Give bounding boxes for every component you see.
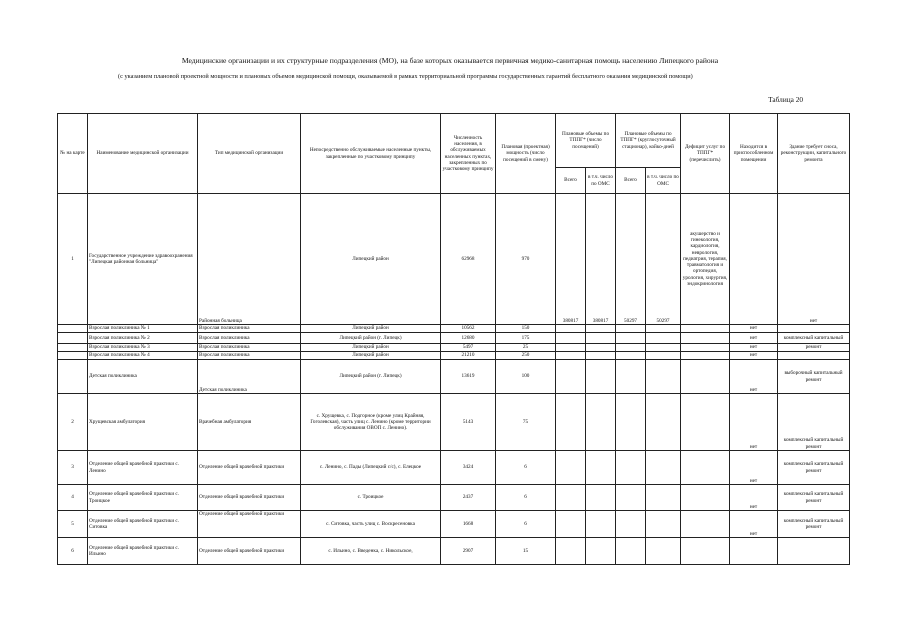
cell-ppg-oms: [586, 394, 616, 451]
cell-points: Липецкий район (г. Липецк): [301, 333, 441, 344]
cell-hosp-total: [616, 511, 646, 538]
cell-ppg-total: [556, 394, 586, 451]
cell-num: [58, 344, 88, 352]
cell-ppg-total: [556, 538, 586, 565]
cell-type: Взрослая поликлиника: [198, 325, 301, 333]
cell-inadequate: нет: [730, 511, 778, 538]
cell-hosp-total: [616, 344, 646, 352]
cell-num: 6: [58, 538, 88, 565]
cell-ppg-total: 380817: [556, 194, 586, 325]
cell-inadequate: [730, 194, 778, 325]
table-row: [58, 194, 850, 325]
cell-inadequate: нет: [730, 394, 778, 451]
cell-capacity: 100: [496, 360, 556, 394]
table-row: [58, 451, 850, 485]
table-row: [58, 325, 850, 333]
cell-ppg-total: [556, 352, 586, 360]
cell-points: с. Ленино, с. Пады (Липецкий с/с), с. Елецкое: [301, 451, 441, 485]
cell-deficit: [681, 451, 730, 485]
cell-ppg-oms: [586, 344, 616, 352]
cell-num: [58, 325, 88, 333]
header-ppg-hospital: Плановые объемы по ТППГ* (круглосуточный стационар), койко-дней: [616, 114, 681, 168]
cell-ppg-oms: [586, 352, 616, 360]
cell-points: с. Ильино, с. Введенка, с. Никольское,: [301, 538, 441, 565]
cell-ppg-total: [556, 485, 586, 511]
table-number: Таблица 20: [768, 95, 803, 104]
cell-ppg-oms: [586, 325, 616, 333]
header-ppg-visits: Плановые объемы по ТППГ* (число посещений): [556, 114, 616, 168]
cell-population: 2437: [441, 485, 496, 511]
cell-hosp-oms: [646, 325, 681, 333]
cell-capacity: 6: [496, 451, 556, 485]
cell-points: Липецкий район: [301, 325, 441, 333]
header-hosp-oms: в т.ч. число по ОМС: [646, 168, 681, 194]
cell-hosp-total: [616, 325, 646, 333]
cell-hosp-oms: [646, 360, 681, 394]
cell-ppg-total: [556, 511, 586, 538]
cell-hosp-oms: [646, 511, 681, 538]
cell-inadequate: нет: [730, 360, 778, 394]
table-row: [58, 485, 850, 511]
cell-capacity: 150: [496, 325, 556, 333]
header-deficit: Дефицит услуг по ТППГ* (перечислить): [681, 114, 730, 194]
cell-hosp-oms: [646, 538, 681, 565]
header-hosp-total: Всего: [616, 168, 646, 194]
cell-hosp-oms: [646, 352, 681, 360]
cell-population: 1668: [441, 511, 496, 538]
header-num: № на карте: [58, 114, 88, 194]
cell-repair: комплексный капитальный ремонт: [778, 485, 850, 511]
cell-hosp-oms: [646, 333, 681, 344]
cell-hosp-total: [616, 352, 646, 360]
cell-inadequate: нет: [730, 333, 778, 344]
cell-type: Взрослая поликлиника: [198, 352, 301, 360]
cell-repair: [778, 352, 850, 360]
header-ppg-total: Всего: [556, 168, 586, 194]
cell-capacity: 970: [496, 194, 556, 325]
cell-repair: комплексный капитальный ремонт: [778, 451, 850, 485]
cell-deficit: [681, 344, 730, 352]
cell-population: 12680: [441, 333, 496, 344]
cell-name: Отделение общей врачебной практики с. Ильино: [88, 538, 198, 565]
cell-num: [58, 360, 88, 394]
cell-name: Взрослая поликлиника № 4: [88, 352, 198, 360]
cell-ppg-total: [556, 333, 586, 344]
cell-name: Хрущевская амбулатория: [88, 394, 198, 451]
cell-points: с. Хрущевка, с. Подгорное (кроме улиц Крайняя, Гоголевская), часть улиц с. Ленино (кроме территории обслуживания ОВОП с. Ленино).: [301, 394, 441, 451]
header-capacity: Плановая (проектная) мощность (число посещений в смену): [496, 114, 556, 194]
cell-repair: комплексный капитальный: [778, 333, 850, 344]
cell-deficit: [681, 394, 730, 451]
cell-ppg-total: [556, 325, 586, 333]
cell-ppg-oms: [586, 360, 616, 394]
header-type: Тип медицинской организации: [198, 114, 301, 194]
cell-points: Липецкий район (г. Липецк): [301, 360, 441, 394]
cell-hosp-total: [616, 333, 646, 344]
cell-deficit: [681, 538, 730, 565]
cell-hosp-total: 50297: [616, 194, 646, 325]
cell-population: 5497: [441, 344, 496, 352]
cell-ppg-oms: [586, 511, 616, 538]
cell-population: 10562: [441, 325, 496, 333]
cell-deficit: [681, 333, 730, 344]
cell-hosp-total: [616, 485, 646, 511]
cell-hosp-oms: 50297: [646, 194, 681, 325]
cell-inadequate: нет: [730, 352, 778, 360]
cell-num: 1: [58, 194, 88, 325]
cell-num: 5: [58, 511, 88, 538]
cell-capacity: 250: [496, 352, 556, 360]
cell-repair: [778, 325, 850, 333]
cell-hosp-total: [616, 360, 646, 394]
cell-num: 3: [58, 451, 88, 485]
cell-population: 3424: [441, 451, 496, 485]
cell-inadequate: нет: [730, 325, 778, 333]
header-population: Численность населения, в обслуживаемых населенных пунктах, закрепленных по участковому принципу: [441, 114, 496, 194]
cell-type: Отделение общей врачебной практики: [198, 485, 301, 511]
cell-name: Взрослая поликлиника № 2: [88, 333, 198, 344]
cell-type: Взрослая поликлиника: [198, 333, 301, 344]
cell-inadequate: нет: [730, 344, 778, 352]
table-row: [58, 538, 850, 565]
cell-population: 21210: [441, 352, 496, 360]
cell-num: 4: [58, 485, 88, 511]
cell-inadequate: [730, 538, 778, 565]
cell-type: Детская поликлиника: [198, 360, 301, 394]
cell-ppg-total: [556, 360, 586, 394]
cell-num: [58, 352, 88, 360]
cell-population: 5143: [441, 394, 496, 451]
cell-ppg-total: [556, 451, 586, 485]
cell-capacity: 175: [496, 333, 556, 344]
cell-hosp-oms: [646, 394, 681, 451]
cell-capacity: 15: [496, 538, 556, 565]
cell-inadequate: нет: [730, 451, 778, 485]
cell-points: Липецкий район: [301, 352, 441, 360]
cell-name: Отделение общей врачебной практики с. Ленино: [88, 451, 198, 485]
cell-inadequate: нет: [730, 485, 778, 511]
table-row: [58, 333, 850, 344]
cell-deficit: [681, 511, 730, 538]
table-row: [58, 394, 850, 451]
cell-hosp-oms: [646, 485, 681, 511]
cell-deficit: [681, 352, 730, 360]
cell-points: с. Троицкое: [301, 485, 441, 511]
cell-hosp-total: [616, 394, 646, 451]
mo-table: [57, 113, 850, 565]
cell-name: Детская поликлиника: [88, 360, 198, 394]
cell-deficit: [681, 325, 730, 333]
cell-name: Отделение общей врачебной практики с. Троицкое: [88, 485, 198, 511]
cell-num: [58, 333, 88, 344]
cell-deficit: [681, 360, 730, 394]
cell-repair: ремонт: [778, 344, 850, 352]
cell-name: Взрослая поликлиника № 1: [88, 325, 198, 333]
cell-hosp-oms: [646, 344, 681, 352]
cell-capacity: 25: [496, 344, 556, 352]
cell-ppg-oms: [586, 485, 616, 511]
cell-hosp-oms: [646, 451, 681, 485]
cell-deficit: акушерство и гинекология, кардиология, неврология, педиатрия, терапия, травматология и ортопедия, урология, хирургия, эндокринология: [681, 194, 730, 325]
header-inadequate: Находится в приспособленном помещении: [730, 114, 778, 194]
header-name: Наименование медицинской организации: [88, 114, 198, 194]
cell-population: 2907: [441, 538, 496, 565]
document-subtitle: (с указанием плановой проектной мощности и плановых объемов медицинской помощи, оказываемой в рамках территориальной программы государственных гарантий бесплатного оказания медицинской помощи): [118, 73, 693, 80]
table-row: [58, 352, 850, 360]
cell-ppg-oms: 380817: [586, 194, 616, 325]
cell-ppg-oms: [586, 333, 616, 344]
cell-capacity: 6: [496, 485, 556, 511]
cell-ppg-oms: [586, 451, 616, 485]
cell-repair: комплексный капитальный ремонт: [778, 511, 850, 538]
cell-name: Государственное учреждение здравоохранения "Липецкая районная больница": [88, 194, 198, 325]
cell-population: 13619: [441, 360, 496, 394]
cell-population: 62968: [441, 194, 496, 325]
cell-points: Липецкий район: [301, 194, 441, 325]
cell-capacity: 6: [496, 511, 556, 538]
cell-ppg-total: [556, 344, 586, 352]
cell-repair: выборочный капитальный ремонт: [778, 360, 850, 394]
cell-hosp-total: [616, 538, 646, 565]
cell-ppg-oms: [586, 538, 616, 565]
header-points: Непосредственно обслуживаемые населенные пункты, закрепленные по участковому принципу: [301, 114, 441, 194]
cell-capacity: 75: [496, 394, 556, 451]
document-title: Медицинские организации и их структурные подразделения (МО), на базе которых оказывается первичная медико-санитарная помощь населению Липецкого района: [181, 56, 719, 65]
cell-name: Взрослая поликлиника № 3: [88, 344, 198, 352]
cell-deficit: [681, 485, 730, 511]
cell-num: 2: [58, 394, 88, 451]
table-row: [58, 360, 850, 394]
cell-type: Отделение общей врачебной практики: [198, 451, 301, 485]
cell-points: Липецкий район: [301, 344, 441, 352]
cell-points: с. Ситовка, часть улиц с. Воскресеновка: [301, 511, 441, 538]
cell-name: Отделение общей врачебной практики с. Ситовка: [88, 511, 198, 538]
cell-repair: комплексный капитальный ремонт: [778, 394, 850, 451]
table-row: [58, 511, 850, 538]
table-row: [58, 344, 850, 352]
cell-type: Взрослая поликлиника: [198, 344, 301, 352]
cell-hosp-total: [616, 451, 646, 485]
cell-type: Районная больница: [198, 194, 301, 325]
cell-type: Отделение общей врачебной практики: [198, 511, 301, 538]
cell-type: Отделение общей врачебной практики: [198, 538, 301, 565]
cell-repair: нет: [778, 194, 850, 325]
header-repair: Здание требует сноса, реконструкции, капитального ремонта: [778, 114, 850, 194]
header-ppg-oms: в т.ч. число по ОМС: [586, 168, 616, 194]
cell-repair: [778, 538, 850, 565]
cell-type: Врачебная амбулатория: [198, 394, 301, 451]
